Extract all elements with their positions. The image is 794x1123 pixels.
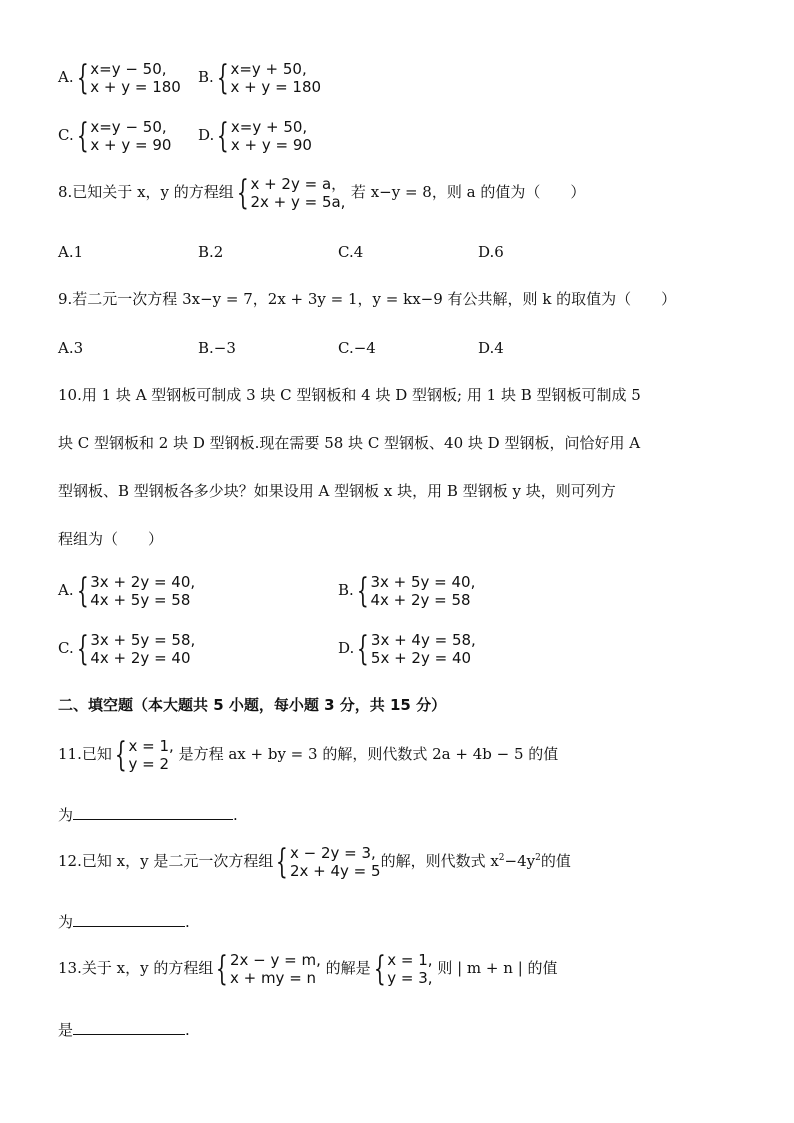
section-heading: 二、填空题（本大题共 5 小题，每小题 3 分，共 15 分） xyxy=(58,696,447,714)
question-9: 9.若二元一次方程 3x−y = 7，2x + 3y = 1，y = kx−9 有公共解，则 k 的取值为（ ） xyxy=(58,290,677,308)
question-12: 12.已知 x，y 是二元一次方程组 { x − 2y = 3, 2x + 4y = 5 的解，则代数式 $x^2-4y^2$的值 xyxy=(58,842,571,882)
q6-option-d: D. { x=y + 50, x + y = 90 xyxy=(198,116,312,156)
answer-blank[interactable] xyxy=(73,912,185,927)
q9-option-a: A.3 xyxy=(58,339,84,357)
question-13: 13.关于 x，y 的方程组 { 2x − y = m, x + my = n 的解是 { x = 1, y = 3, 则 | m + n | 的值 xyxy=(58,949,558,989)
q9-option-b: B.−3 xyxy=(198,339,236,357)
question-10-line-1: 10.用 1 块 A 型钢板可制成 3 块 C 型钢板和 4 块 D 型钢板; 用 1 块 B 型钢板可制成 5 xyxy=(58,386,641,404)
answer-blank[interactable] xyxy=(73,805,233,820)
brace-icon: { xyxy=(76,58,89,98)
q8-option-d: D.6 xyxy=(478,243,504,261)
brace-icon: { xyxy=(76,629,89,669)
brace-icon: { xyxy=(373,949,386,989)
q10-option-a: A. { 3x + 2y = 40, 4x + 5y = 58 xyxy=(58,571,196,611)
q9-option-c: C.−4 xyxy=(338,339,376,357)
question-10-line-4: 程组为（ ） xyxy=(58,530,164,548)
brace-icon: { xyxy=(216,949,229,989)
question-8: 8.已知关于 x，y 的方程组 { x + 2y = a， 2x + y = 5a, 若 x−y = 8，则 a 的值为（ ） xyxy=(58,173,586,213)
question-11: 11.已知 { x = 1, y = 2 是方程 ax + by = 3 的解，则代数式 2a + 4b − 5 的值 xyxy=(58,735,559,775)
brace-icon: { xyxy=(76,571,89,611)
q8-option-b: B.2 xyxy=(198,243,224,261)
brace-icon: { xyxy=(216,58,229,98)
q10-option-c: C. { 3x + 5y = 58, 4x + 2y = 40 xyxy=(58,629,196,669)
q10-option-b: B. { 3x + 5y = 40, 4x + 2y = 58 xyxy=(338,571,476,611)
q10-option-d: D. { 3x + 4y = 58, 5x + 2y = 40 xyxy=(338,629,476,669)
q6-option-c: C. { x=y − 50, x + y = 90 xyxy=(58,116,172,156)
brace-icon: { xyxy=(76,116,89,156)
question-12-answer-line: 为 . xyxy=(58,913,190,931)
answer-blank[interactable] xyxy=(73,1020,185,1035)
q8-option-a: A.1 xyxy=(58,243,84,261)
brace-icon: { xyxy=(356,571,369,611)
brace-icon: { xyxy=(276,842,289,882)
q6-option-b: B. { x=y + 50, x + y = 180 xyxy=(198,58,322,98)
brace-icon: { xyxy=(236,173,249,213)
brace-icon: { xyxy=(357,629,370,669)
question-13-answer-line: 是 . xyxy=(58,1021,190,1039)
question-10-line-3: 型钢板、B 型钢板各多少块？如果设用 A 型钢板 x 块，用 B 型钢板 y 块，则可列方 xyxy=(58,482,616,500)
question-10-line-2: 块 C 型钢板和 2 块 D 型钢板.现在需要 58 块 C 型钢板、40 块 D 型钢板，问恰好用 A xyxy=(58,434,641,452)
q6-option-a: A. { x=y − 50, x + y = 180 xyxy=(58,58,181,98)
question-11-answer-line: 为 . xyxy=(58,806,238,824)
brace-icon: { xyxy=(114,735,127,775)
brace-icon: { xyxy=(217,116,230,156)
q8-option-c: C.4 xyxy=(338,243,364,261)
q9-option-d: D.4 xyxy=(478,339,504,357)
